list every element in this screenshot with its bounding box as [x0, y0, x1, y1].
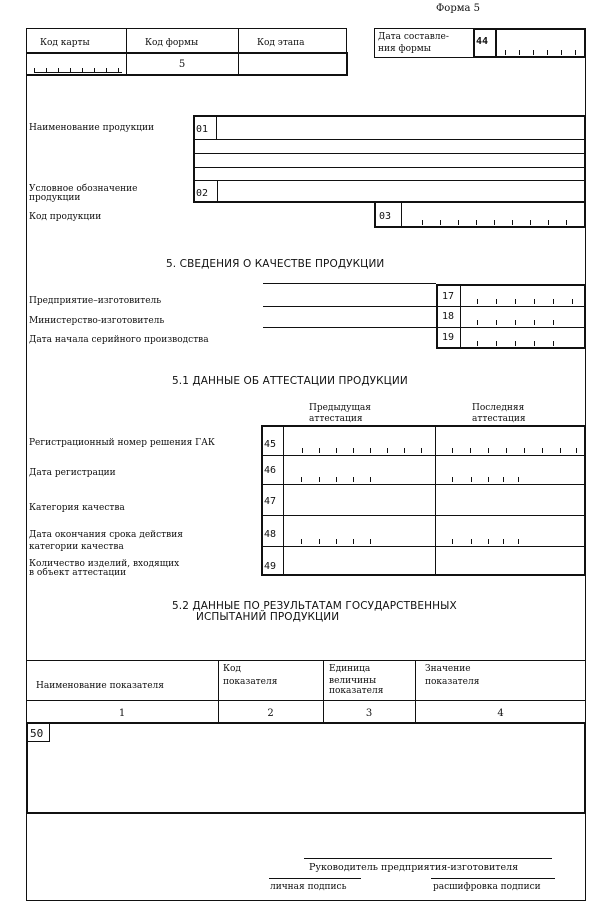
item-count-label-line1: Количество изделий, входящих	[29, 559, 180, 569]
test-results-field[interactable]	[28, 724, 584, 812]
underline	[263, 283, 436, 284]
card-code-ticks	[34, 67, 122, 73]
manufacturer-field[interactable]	[461, 286, 584, 305]
registration-date-last-field[interactable]	[436, 456, 584, 483]
date-field[interactable]	[497, 30, 584, 56]
date-label-line1: Дата составле-	[378, 32, 449, 42]
section51-title: 5.1 ДАННЫЕ ОБ АТТЕСТАЦИИ ПРОДУКЦИИ	[172, 375, 408, 387]
signature-line	[269, 878, 361, 879]
page-frame-bottom	[26, 900, 586, 901]
col-unit-header-line3: показателя	[329, 686, 384, 696]
section5-title: 5. СВЕДЕНИЯ О КАЧЕСТВЕ ПРОДУКЦИИ	[166, 258, 385, 270]
registration-date-code: 46	[264, 465, 277, 476]
col-prev-line2: аттестация	[309, 414, 363, 424]
col-prev-line1: Предыдущая	[309, 403, 371, 413]
ticks	[302, 447, 422, 453]
product-code-field[interactable]	[402, 204, 584, 226]
category-expiry-code: 48	[264, 529, 277, 540]
position-line	[304, 858, 552, 859]
designation-label-line2: продукции	[29, 193, 81, 203]
gak-number-label: Регистрационный номер решения ГАК	[29, 438, 215, 448]
item-count-prev-field[interactable]	[284, 547, 434, 574]
decoding-label: расшифровка подписи	[433, 882, 541, 892]
ticks	[301, 538, 373, 544]
col-indicator-code-header-line2: показателя	[223, 677, 278, 687]
gak-number-prev-field[interactable]	[284, 427, 434, 454]
date-ticks	[505, 49, 579, 55]
manufacturer-code: 17	[442, 291, 455, 302]
ministry-code: 18	[442, 311, 455, 322]
ticks	[452, 447, 577, 453]
decoding-field[interactable]	[431, 860, 555, 878]
col-indicator-name-header: Наименование показателя	[36, 681, 164, 691]
position-field[interactable]	[304, 838, 552, 858]
col-number-2: 2	[267, 708, 274, 719]
quality-category-label: Категория качества	[29, 503, 125, 513]
designation-field[interactable]	[218, 181, 584, 201]
designation-label-line1: Условное обозначение	[29, 184, 138, 194]
stage-code-field[interactable]	[239, 54, 345, 74]
col-last-line2: аттестация	[472, 414, 526, 424]
item-count-last-field[interactable]	[436, 547, 584, 574]
category-expiry-label-line2: категории качества	[29, 542, 124, 552]
ticks	[477, 298, 577, 304]
signature-field[interactable]	[269, 860, 361, 878]
col-number-3: 3	[365, 708, 373, 719]
date-label-line2: ния формы	[378, 44, 431, 54]
position-label: Руководитель предприятия-изготовителя	[309, 862, 519, 873]
col-value-header-line1: Значение	[425, 664, 471, 674]
designation-code: 02	[196, 188, 209, 199]
section52-title-line2: ИСПЫТАНИЙ ПРОДУКЦИИ	[196, 611, 340, 623]
table-header-divider	[26, 700, 586, 701]
product-name-field[interactable]	[218, 117, 584, 139]
col-unit-header-line1: Единица	[329, 664, 371, 674]
stage-code-label: Код этапа	[257, 38, 305, 48]
decoding-line	[431, 878, 555, 879]
registration-date-prev-field[interactable]	[284, 456, 434, 483]
card-code-field[interactable]	[28, 54, 125, 74]
col-indicator-code-header-line1: Код	[223, 664, 241, 674]
col-unit-header-line2: величины	[329, 676, 377, 686]
table-top-line	[26, 660, 586, 661]
col-value-header-line2: показателя	[425, 677, 480, 687]
ministry-label: Министерство-изготовитель	[29, 316, 165, 326]
category-expiry-label-line1: Дата окончания срока действия	[29, 530, 183, 540]
ticks	[452, 538, 522, 544]
page-frame-top	[26, 28, 346, 29]
product-name-code: 01	[196, 124, 209, 135]
product-code-label: Код продукции	[29, 212, 102, 222]
col-last-line1: Последняя	[472, 403, 525, 413]
category-expiry-prev-field[interactable]	[284, 516, 434, 545]
product-name-extra-lines[interactable]	[195, 140, 584, 180]
col-number-1: 1	[118, 708, 126, 719]
serial-start-code: 19	[442, 332, 455, 343]
test-results-code: 50	[30, 727, 44, 740]
signature-label: личная подпись	[270, 882, 347, 892]
form-label: Форма 5	[436, 3, 481, 14]
category-expiry-last-field[interactable]	[436, 516, 584, 545]
gak-number-last-field[interactable]	[436, 427, 584, 454]
product-code-ticks	[422, 219, 582, 225]
ticks	[301, 476, 373, 482]
serial-start-label: Дата начала серийного производства	[29, 335, 209, 345]
form-code-value: 5	[178, 59, 186, 70]
underline	[263, 327, 436, 328]
item-count-label-line2: в объект аттестации	[29, 568, 127, 578]
quality-category-code: 47	[264, 496, 277, 507]
quality-category-prev-field[interactable]	[284, 485, 434, 514]
card-code-label: Код карты	[40, 38, 90, 48]
item-count-code: 49	[264, 561, 277, 572]
ticks	[477, 319, 557, 325]
form-code-field[interactable]	[127, 54, 237, 74]
col-number-4: 4	[497, 708, 504, 719]
ministry-field[interactable]	[461, 307, 584, 326]
ticks	[477, 340, 557, 346]
manufacturer-label: Предприятие–изготовитель	[29, 296, 162, 306]
gak-number-code: 45	[264, 439, 277, 450]
date-code: 44	[476, 36, 489, 47]
serial-start-field[interactable]	[461, 328, 584, 347]
product-name-label: Наименование продукции	[29, 123, 154, 133]
section52-title-line1: 5.2 ДАННЫЕ ПО РЕЗУЛЬТАТАМ ГОСУДАРСТВЕННЫХ	[172, 600, 457, 612]
quality-category-last-field[interactable]	[436, 485, 584, 514]
ticks	[452, 476, 522, 482]
form-code-label: Код формы	[145, 38, 199, 48]
underline	[263, 306, 436, 307]
registration-date-label: Дата регистрации	[29, 468, 116, 478]
product-code-code: 03	[379, 211, 392, 222]
